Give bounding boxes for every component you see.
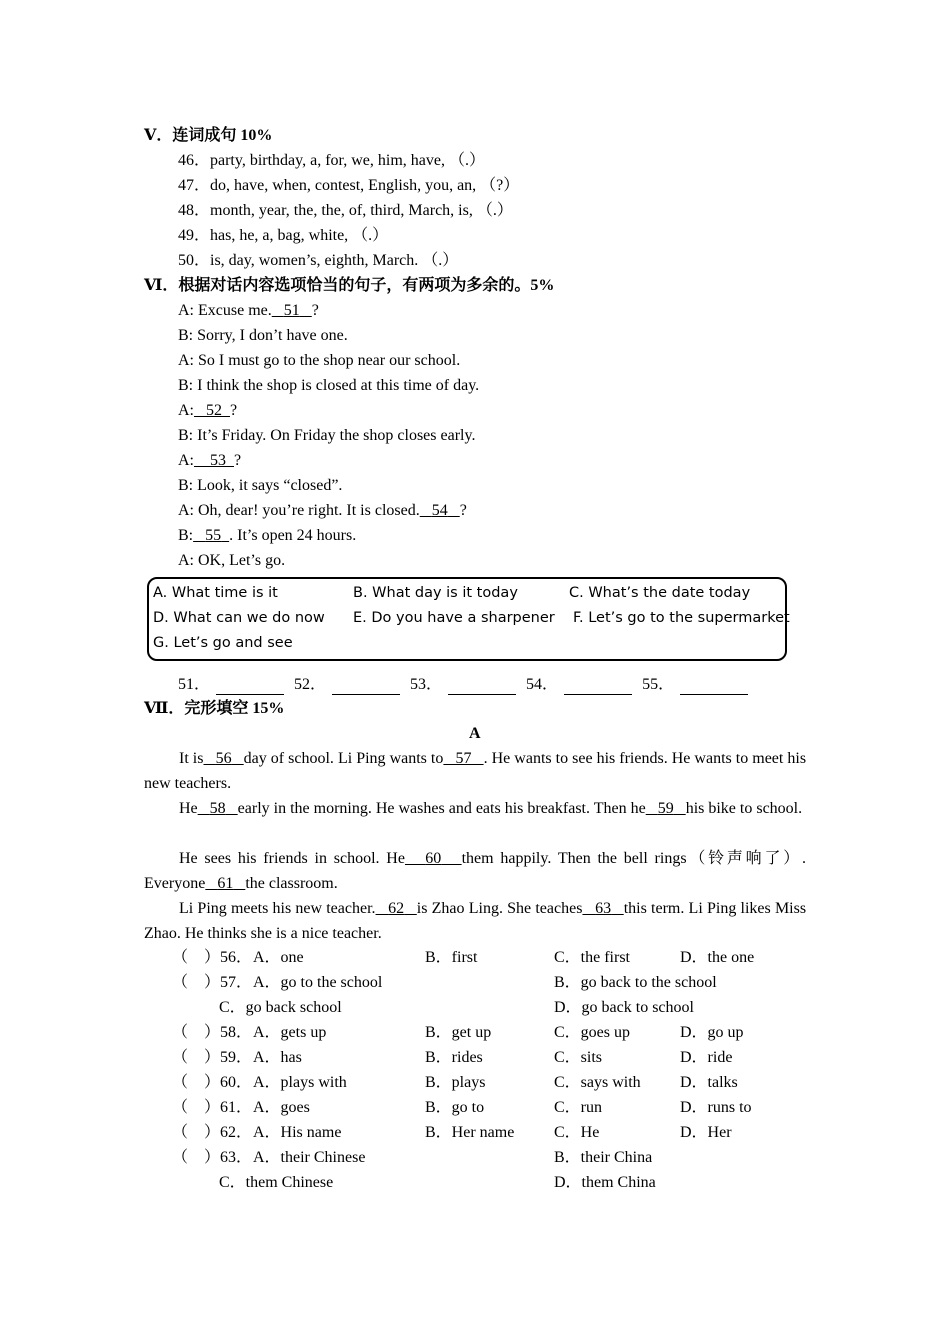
section6-title: Ⅵ．根据对话内容选项恰当的句子，有两项为多余的。5% bbox=[144, 277, 555, 294]
q63-option-a: A．their Chinese bbox=[253, 1149, 366, 1166]
q57-option-c: C．go back school bbox=[219, 999, 342, 1016]
dialog-line-9: A: Oh, dear! you’re right. It is closed. 54 ? bbox=[178, 502, 467, 519]
answer-blank-52[interactable] bbox=[332, 678, 400, 695]
dialog-line-2: B: Sorry, I don’t have one. bbox=[178, 327, 348, 344]
answer-label-55: 55． bbox=[642, 676, 675, 693]
q58-option-c: C．goes up bbox=[554, 1024, 631, 1041]
dialog-line-1: A: Excuse me. 51 ? bbox=[178, 302, 319, 319]
q58-option-b: B．get up bbox=[425, 1024, 492, 1041]
answer-blank-51[interactable] bbox=[216, 678, 284, 695]
q56-option-c: C．the first bbox=[554, 949, 630, 966]
q60-option-d: D．talks bbox=[680, 1074, 738, 1091]
q61-option-c: C．run bbox=[554, 1099, 603, 1116]
question-50: 50．is, day, women’s, eighth, March. （.） bbox=[178, 252, 459, 269]
q57-number: （ ）57． bbox=[172, 974, 253, 991]
q57-option-d: D．go back to school bbox=[554, 999, 694, 1016]
options-box bbox=[147, 577, 790, 661]
dialog-line-10: B: 55 . It’s open 24 hours. bbox=[178, 527, 357, 544]
q60-option-c: C．says with bbox=[554, 1074, 641, 1091]
q63-option-d: D．them China bbox=[554, 1174, 656, 1191]
q61-number: （ ）61． bbox=[172, 1099, 253, 1116]
q62-option-d: D．Her bbox=[680, 1124, 732, 1141]
question-46: 46．party, birthday, a, for, we, him, have, （.） bbox=[178, 152, 485, 169]
q57-option-a: A．go to the school bbox=[253, 974, 383, 991]
q60-option-b: B．plays bbox=[425, 1074, 486, 1091]
option-f: F. Let’s go to the supermarket bbox=[573, 610, 790, 626]
passage-title: A bbox=[469, 725, 481, 742]
answer-label-52: 52． bbox=[294, 676, 327, 693]
answer-blank-54[interactable] bbox=[564, 678, 632, 695]
option-a: A. What time is it bbox=[153, 585, 278, 601]
dialog-line-6: B: It’s Friday. On Friday the shop closes early. bbox=[178, 427, 476, 444]
option-c: C. What’s the date today bbox=[569, 585, 751, 601]
question-49: 49．has, he, a, bag, white, （.） bbox=[178, 227, 389, 244]
q56-option-d: D．the one bbox=[680, 949, 755, 966]
q58-number: （ ）58． bbox=[172, 1024, 253, 1041]
q60-option-a: A．plays with bbox=[253, 1074, 347, 1091]
passage-paragraph-4: Li Ping meets his new teacher. 62 is Zhao Ling. She teaches 63 this term. Li Ping likes Miss Zhao. He thinks she is a nice teacher. bbox=[144, 900, 807, 942]
q59-option-b: B．rides bbox=[425, 1049, 483, 1066]
q63-number: （ ）63． bbox=[172, 1149, 253, 1166]
q59-option-c: C．sits bbox=[554, 1049, 603, 1066]
blank-53: 53 bbox=[210, 452, 226, 469]
blank-55: 55 bbox=[205, 527, 222, 544]
dialog-line-7: A: 53 ? bbox=[178, 452, 242, 469]
q63-option-c: C．them Chinese bbox=[219, 1174, 334, 1191]
dialog-line-8: B: Look, it says “closed”. bbox=[178, 477, 343, 494]
q56-option-b: B．first bbox=[425, 949, 478, 966]
q59-option-a: A．has bbox=[253, 1049, 302, 1066]
option-e: E. Do you have a sharpener bbox=[353, 610, 555, 626]
passage-paragraph-3: He sees his friends in school. He 60 them happily. Then the bell rings（铃声响了）. Everyone 61 the classroom. bbox=[144, 850, 806, 892]
dialog-line-4: B: I think the shop is closed at this time of day. bbox=[178, 377, 480, 394]
dialog-line-5: A: 52 ? bbox=[178, 402, 238, 419]
answer-row bbox=[178, 675, 754, 695]
dialog-line-11: A: OK, Let’s go. bbox=[178, 552, 286, 569]
q62-number: （ ）62． bbox=[172, 1124, 253, 1141]
passage-paragraph-2: He 58 early in the morning. He washes and eats his breakfast. Then he 59 his bike to school. bbox=[179, 800, 803, 817]
option-b: B. What day is it today bbox=[353, 585, 518, 601]
answer-label-54: 54． bbox=[526, 676, 559, 693]
question-47: 47．do, have, when, contest, English, you, an, （?） bbox=[178, 177, 520, 194]
q62-option-b: B．Her name bbox=[425, 1124, 515, 1141]
answer-label-51: 51． bbox=[178, 676, 211, 693]
q59-option-d: D．ride bbox=[680, 1049, 733, 1066]
passage-paragraph-1: It is 56 day of school. Li Ping wants to 57 . He wants to see his friends. He wants to meet his new teachers. bbox=[144, 750, 807, 792]
q61-option-d: D．runs to bbox=[680, 1099, 752, 1116]
q59-number: （ ）59． bbox=[172, 1049, 253, 1066]
section5-title: Ⅴ．连词成句 10% bbox=[144, 127, 273, 144]
q61-option-a: A．goes bbox=[253, 1099, 310, 1116]
question-48: 48．month, year, the, the, of, third, March, is, （.） bbox=[178, 202, 513, 219]
q56-option-a: A．one bbox=[253, 949, 304, 966]
q62-option-a: A．His name bbox=[253, 1124, 342, 1141]
section7-title: Ⅶ．完形填空 15% bbox=[144, 700, 285, 717]
q57-option-b: B．go back to the school bbox=[554, 974, 717, 991]
dialog-line-3: A: So I must go to the shop near our school. bbox=[178, 352, 461, 369]
blank-52: 52 bbox=[206, 402, 222, 419]
q58-option-a: A．gets up bbox=[253, 1024, 327, 1041]
q62-option-c: C．He bbox=[554, 1124, 600, 1141]
option-g: G. Let’s go and see bbox=[153, 635, 293, 651]
option-d: D. What can we do now bbox=[153, 610, 325, 626]
answer-label-53: 53． bbox=[410, 676, 443, 693]
answer-blank-55[interactable] bbox=[680, 678, 748, 695]
q61-option-b: B．go to bbox=[425, 1099, 485, 1116]
q60-number: （ ）60． bbox=[172, 1074, 253, 1091]
answer-blank-53[interactable] bbox=[448, 678, 516, 695]
q58-option-d: D．go up bbox=[680, 1024, 744, 1041]
blank-51: 51 bbox=[283, 302, 300, 319]
q56-number: （ ）56． bbox=[172, 949, 253, 966]
blank-54: 54 bbox=[431, 502, 448, 519]
q63-option-b: B．their China bbox=[554, 1149, 653, 1166]
